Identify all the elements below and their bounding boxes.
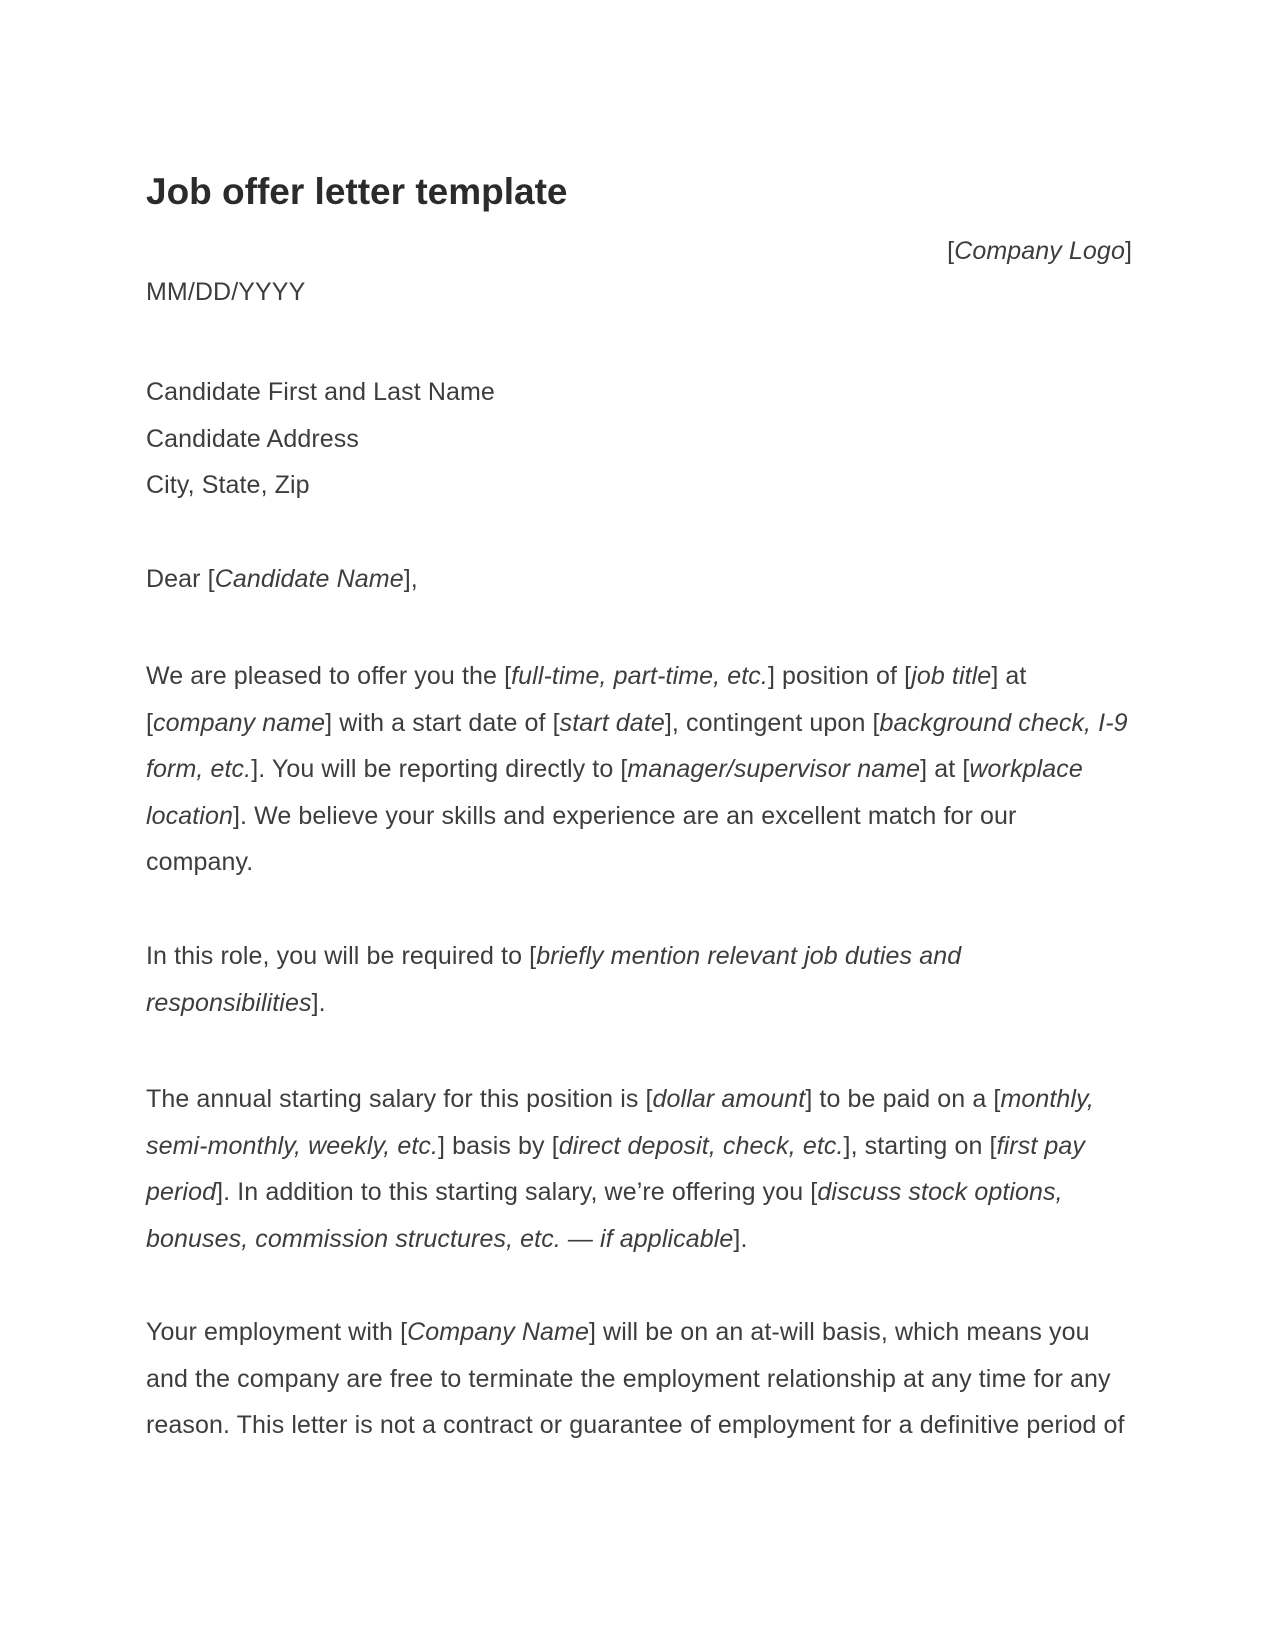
- text-run: manager/supervisor name: [627, 755, 921, 783]
- text-run: and the company are free to terminate the employment relationship at any time for any: [146, 1364, 1111, 1393]
- body-paragraph-duties: [146, 933, 1132, 1026]
- text-run: will be on an at-will basis, which means you: [596, 1318, 1090, 1346]
- text-run: at: [998, 662, 1027, 690]
- text-run: Company Name: [407, 1318, 589, 1346]
- paragraph-line: [146, 839, 1132, 886]
- text-run: [: [947, 237, 955, 265]
- text-run: ]: [767, 662, 775, 690]
- text-run: Candidate Name: [214, 565, 404, 593]
- text-run: We are pleased to offer you the: [146, 662, 505, 690]
- paragraph-line: [146, 933, 1132, 980]
- text-run: [: [810, 1178, 818, 1206]
- text-run: [: [645, 1085, 653, 1113]
- text-run: The annual starting salary for this position is: [146, 1085, 646, 1113]
- text-run: City, State, Zip: [146, 471, 310, 499]
- text-run: Your employment with: [146, 1318, 401, 1346]
- text-run: monthly,: [1000, 1085, 1094, 1113]
- text-run: [: [551, 1131, 559, 1160]
- text-run: form, etc.: [146, 755, 252, 783]
- recipient-address-block: [146, 369, 1132, 509]
- text-run: [: [529, 942, 537, 970]
- text-run: reason. This letter is not a contract or guarantee of employment for a definitive period of: [146, 1411, 1125, 1439]
- text-run: ]: [843, 1131, 851, 1160]
- text-run: direct deposit, check, etc.: [558, 1131, 844, 1160]
- text-run: full-time, part-time, etc.: [511, 662, 768, 690]
- text-run: semi-monthly, weekly, etc.: [146, 1131, 439, 1160]
- text-run: Candidate First and Last Name: [146, 378, 495, 406]
- text-run: responsibilities: [146, 988, 312, 1017]
- body-paragraph-offer: [146, 653, 1132, 886]
- text-run: , starting on: [850, 1131, 990, 1160]
- salutation: [146, 556, 1132, 603]
- text-run: ]: [805, 1085, 813, 1113]
- text-run: ]: [403, 565, 411, 593]
- text-run: Company Logo: [954, 237, 1125, 265]
- text-run: position of: [774, 662, 905, 690]
- text-run: workplace: [969, 755, 1083, 783]
- paragraph-line: [146, 1216, 1132, 1263]
- paragraph-line: [146, 1356, 1132, 1403]
- text-run: [: [904, 662, 912, 690]
- text-run: Candidate Address: [146, 424, 359, 453]
- text-run: [: [207, 565, 215, 593]
- text-run: with a start date of: [332, 708, 553, 737]
- text-run: ]: [1124, 237, 1132, 265]
- paragraph-line: [146, 1402, 1132, 1449]
- paragraph-line: [146, 1076, 1132, 1123]
- text-run: bonuses, commission structures, etc. — if applicable: [146, 1224, 734, 1253]
- text-run: .: [318, 988, 326, 1017]
- salutation-line: [146, 556, 1132, 603]
- text-run: background check, I-9: [879, 708, 1128, 737]
- text-run: company.: [146, 848, 254, 876]
- text-run: [: [504, 662, 512, 690]
- text-run: period: [146, 1178, 217, 1206]
- text-run: ]: [216, 1178, 224, 1206]
- paragraph-line: [146, 1123, 1132, 1170]
- text-run: ]: [920, 755, 928, 783]
- text-run: ]: [438, 1131, 446, 1160]
- text-run: . In addition to this starting salary, we’re offering you: [223, 1178, 811, 1206]
- text-run: [: [989, 1131, 997, 1160]
- text-run: discuss stock options,: [817, 1178, 1063, 1206]
- text-run: to be paid on a: [812, 1085, 994, 1113]
- body-paragraph-at-will: [146, 1309, 1132, 1449]
- text-run: ]: [733, 1224, 741, 1253]
- text-run: ]: [991, 662, 999, 690]
- text-run: ]: [251, 755, 259, 783]
- text-run: [: [993, 1085, 1001, 1113]
- company-logo-line: [146, 228, 1132, 275]
- text-run: ]: [588, 1318, 596, 1346]
- paragraph-line: [146, 746, 1132, 793]
- text-run: [: [962, 755, 970, 783]
- text-run: [: [620, 755, 628, 783]
- date-line: MM/DD/YYYY: [146, 278, 306, 306]
- text-run: [: [400, 1318, 408, 1346]
- text-run: [: [872, 708, 880, 737]
- text-run: .: [740, 1224, 748, 1253]
- recipient-line: [146, 416, 1132, 463]
- text-run: [: [552, 708, 560, 737]
- recipient-line: [146, 369, 1132, 416]
- document-title: Job offer letter template: [146, 170, 568, 212]
- text-run: ]: [664, 708, 672, 737]
- body-paragraph-salary: [146, 1076, 1132, 1262]
- text-run: . We believe your skills and experience are an excellent match for our: [240, 801, 1017, 830]
- text-run: . You will be reporting directly to: [258, 755, 621, 783]
- text-run: job title: [911, 662, 992, 690]
- text-run: ]: [325, 708, 333, 737]
- text-run: dollar amount: [652, 1085, 806, 1113]
- paragraph-line: [146, 1169, 1132, 1216]
- text-run: Dear: [146, 565, 208, 593]
- paragraph-line: [146, 653, 1132, 700]
- text-run: at: [927, 755, 963, 783]
- text-run: In this role, you will be required to: [146, 942, 530, 970]
- text-run: first pay: [996, 1131, 1086, 1160]
- text-run: basis by: [445, 1131, 552, 1160]
- text-run: [: [146, 708, 154, 737]
- text-run: ]: [311, 988, 319, 1017]
- text-run: briefly mention relevant job duties and: [536, 942, 962, 970]
- text-run: , contingent upon: [671, 708, 873, 737]
- company-logo-placeholder: [146, 228, 1132, 275]
- paragraph-line: [146, 793, 1132, 840]
- text-run: start date: [559, 708, 665, 737]
- paragraph-line: [146, 1309, 1132, 1356]
- text-run: ]: [232, 801, 241, 830]
- recipient-line: [146, 462, 1132, 509]
- paragraph-line: [146, 700, 1132, 747]
- text-run: company name: [153, 708, 326, 737]
- text-run: ,: [410, 565, 418, 593]
- paragraph-line: [146, 980, 1132, 1027]
- text-run: location: [146, 801, 233, 830]
